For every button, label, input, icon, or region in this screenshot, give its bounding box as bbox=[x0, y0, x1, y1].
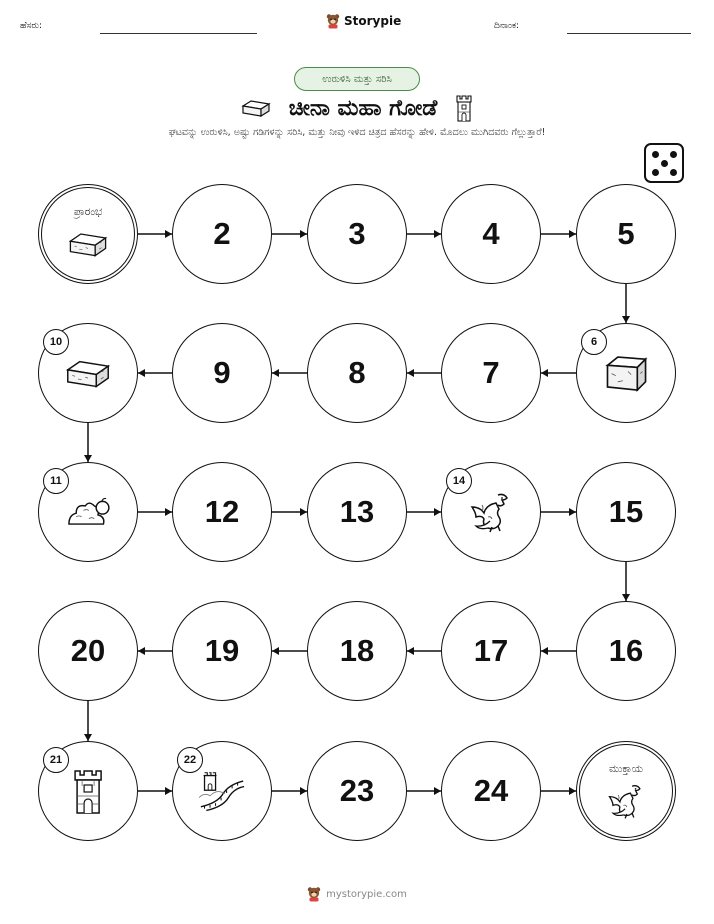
board-space-21 bbox=[38, 741, 138, 841]
space-number: 7 bbox=[482, 355, 500, 390]
stone-block-icon bbox=[603, 353, 649, 392]
arrow-head bbox=[165, 787, 172, 795]
board-space-7 bbox=[441, 323, 541, 423]
space-number: 4 bbox=[482, 216, 500, 251]
arrow-head bbox=[272, 369, 279, 377]
dice-pip bbox=[652, 169, 659, 176]
space-number-badge: 10 bbox=[43, 329, 69, 355]
space-number: 5 bbox=[617, 216, 635, 251]
space-number: 23 bbox=[339, 773, 375, 808]
date-label: ದಿನಾಂಕ: bbox=[494, 21, 520, 31]
arrow-head bbox=[272, 647, 279, 655]
arrow-head bbox=[569, 508, 576, 516]
board-space-15 bbox=[576, 462, 676, 562]
space-number-badge: 21 bbox=[43, 747, 69, 773]
board-space-19 bbox=[172, 601, 272, 701]
arrow-head bbox=[622, 316, 630, 323]
brick-icon bbox=[68, 230, 108, 258]
dragon-icon bbox=[606, 781, 646, 821]
arrow-head bbox=[300, 230, 307, 238]
space-number: 12 bbox=[204, 494, 240, 529]
dice-icon bbox=[644, 143, 684, 183]
board-space-24 bbox=[441, 741, 541, 841]
brand-name: Storypie bbox=[344, 14, 402, 28]
space-number: 13 bbox=[339, 494, 375, 529]
board-space-16 bbox=[576, 601, 676, 701]
space-number: 19 bbox=[204, 633, 240, 668]
brand-logo bbox=[326, 13, 401, 29]
arrow-head bbox=[84, 455, 92, 462]
space-number-badge: 14 bbox=[446, 468, 472, 494]
arrow-head bbox=[300, 508, 307, 516]
board-space-9 bbox=[172, 323, 272, 423]
arrow-head bbox=[138, 369, 145, 377]
date-line[interactable] bbox=[567, 33, 691, 34]
name-line[interactable] bbox=[100, 33, 257, 34]
great-wall-icon bbox=[199, 770, 245, 811]
dragon-icon bbox=[468, 489, 514, 535]
arrow-head bbox=[165, 508, 172, 516]
bear-mascot-icon bbox=[307, 886, 321, 902]
footer bbox=[0, 886, 714, 902]
board-space-3 bbox=[307, 184, 407, 284]
arrow-head bbox=[407, 369, 414, 377]
activity-type-pill bbox=[294, 67, 420, 91]
space-number: 17 bbox=[473, 633, 509, 668]
board-space-10 bbox=[38, 323, 138, 423]
watchtower-icon bbox=[455, 94, 473, 122]
board-space-12 bbox=[172, 462, 272, 562]
watchtower-icon bbox=[72, 768, 104, 814]
board-space-14 bbox=[441, 462, 541, 562]
board-space-20 bbox=[38, 601, 138, 701]
space-number: 8 bbox=[348, 355, 366, 390]
instructions: ಘಟವನ್ನು ಉರುಳಿಸಿ, ಅಷ್ಟು ಗಡಿಗಳನ್ನು ಸರಿಸಿ, ಮತ್ತು ನೀವು ಇಳಿದ ಚಿತ್ರದ ಹೆಸರನ್ನು ಹೇಳಿ. ಮೊದಲು ಮುಗಿದವರು ಗೆಲ್ಲುತ್ತಾರೆ! bbox=[168, 127, 546, 138]
board-space-6 bbox=[576, 323, 676, 423]
arrow-head bbox=[569, 230, 576, 238]
arrow-head bbox=[622, 594, 630, 601]
dice-pip bbox=[652, 151, 659, 158]
dice-pip bbox=[670, 169, 677, 176]
board-space-17 bbox=[441, 601, 541, 701]
space-number-badge: 11 bbox=[43, 468, 69, 494]
finish-label: ಮುಕ್ತಾಯ bbox=[609, 763, 643, 775]
space-number-badge: 6 bbox=[581, 329, 607, 355]
pill-label: ಉರುಳಿಸಿ ಮತ್ತು ಸರಿಸಿ bbox=[322, 73, 392, 85]
space-number: 3 bbox=[348, 216, 366, 251]
board-space-5 bbox=[576, 184, 676, 284]
dice-pip bbox=[661, 160, 668, 167]
arrow-head bbox=[434, 787, 441, 795]
arrow-head bbox=[541, 369, 548, 377]
mortar-rice-icon bbox=[65, 495, 111, 530]
arrow-head bbox=[138, 647, 145, 655]
space-number: 15 bbox=[608, 494, 644, 529]
space-number: 2 bbox=[213, 216, 231, 251]
arrow-head bbox=[434, 508, 441, 516]
brick-icon bbox=[65, 357, 111, 389]
board-space-4 bbox=[441, 184, 541, 284]
board-space-18 bbox=[307, 601, 407, 701]
brick-icon bbox=[241, 98, 271, 118]
space-number: 20 bbox=[70, 633, 106, 668]
board-space-22 bbox=[172, 741, 272, 841]
page-title: ಚೀನಾ ಮಹಾ ಗೋಡೆ bbox=[288, 95, 438, 121]
arrow-head bbox=[569, 787, 576, 795]
arrow-head bbox=[84, 734, 92, 741]
board-space-2 bbox=[172, 184, 272, 284]
dice-pip bbox=[670, 151, 677, 158]
space-number-badge: 22 bbox=[177, 747, 203, 773]
arrow-head bbox=[434, 230, 441, 238]
start-space bbox=[38, 184, 138, 284]
space-number: 9 bbox=[213, 355, 231, 390]
arrow-head bbox=[165, 230, 172, 238]
space-number: 24 bbox=[473, 773, 509, 808]
arrow-head bbox=[541, 647, 548, 655]
board-space-23 bbox=[307, 741, 407, 841]
arrow-head bbox=[300, 787, 307, 795]
arrow-head bbox=[407, 647, 414, 655]
space-number: 18 bbox=[339, 633, 375, 668]
footer-url: mystorypie.com bbox=[326, 888, 407, 900]
title-row bbox=[0, 94, 714, 122]
start-label: ಪ್ರಾರಂಭ bbox=[73, 206, 103, 218]
name-label: ಹೆಸರು: bbox=[20, 21, 43, 31]
board-space-11 bbox=[38, 462, 138, 562]
finish-space bbox=[576, 741, 676, 841]
board-space-8 bbox=[307, 323, 407, 423]
space-number: 16 bbox=[608, 633, 644, 668]
board-space-13 bbox=[307, 462, 407, 562]
bear-mascot-icon bbox=[326, 13, 340, 29]
